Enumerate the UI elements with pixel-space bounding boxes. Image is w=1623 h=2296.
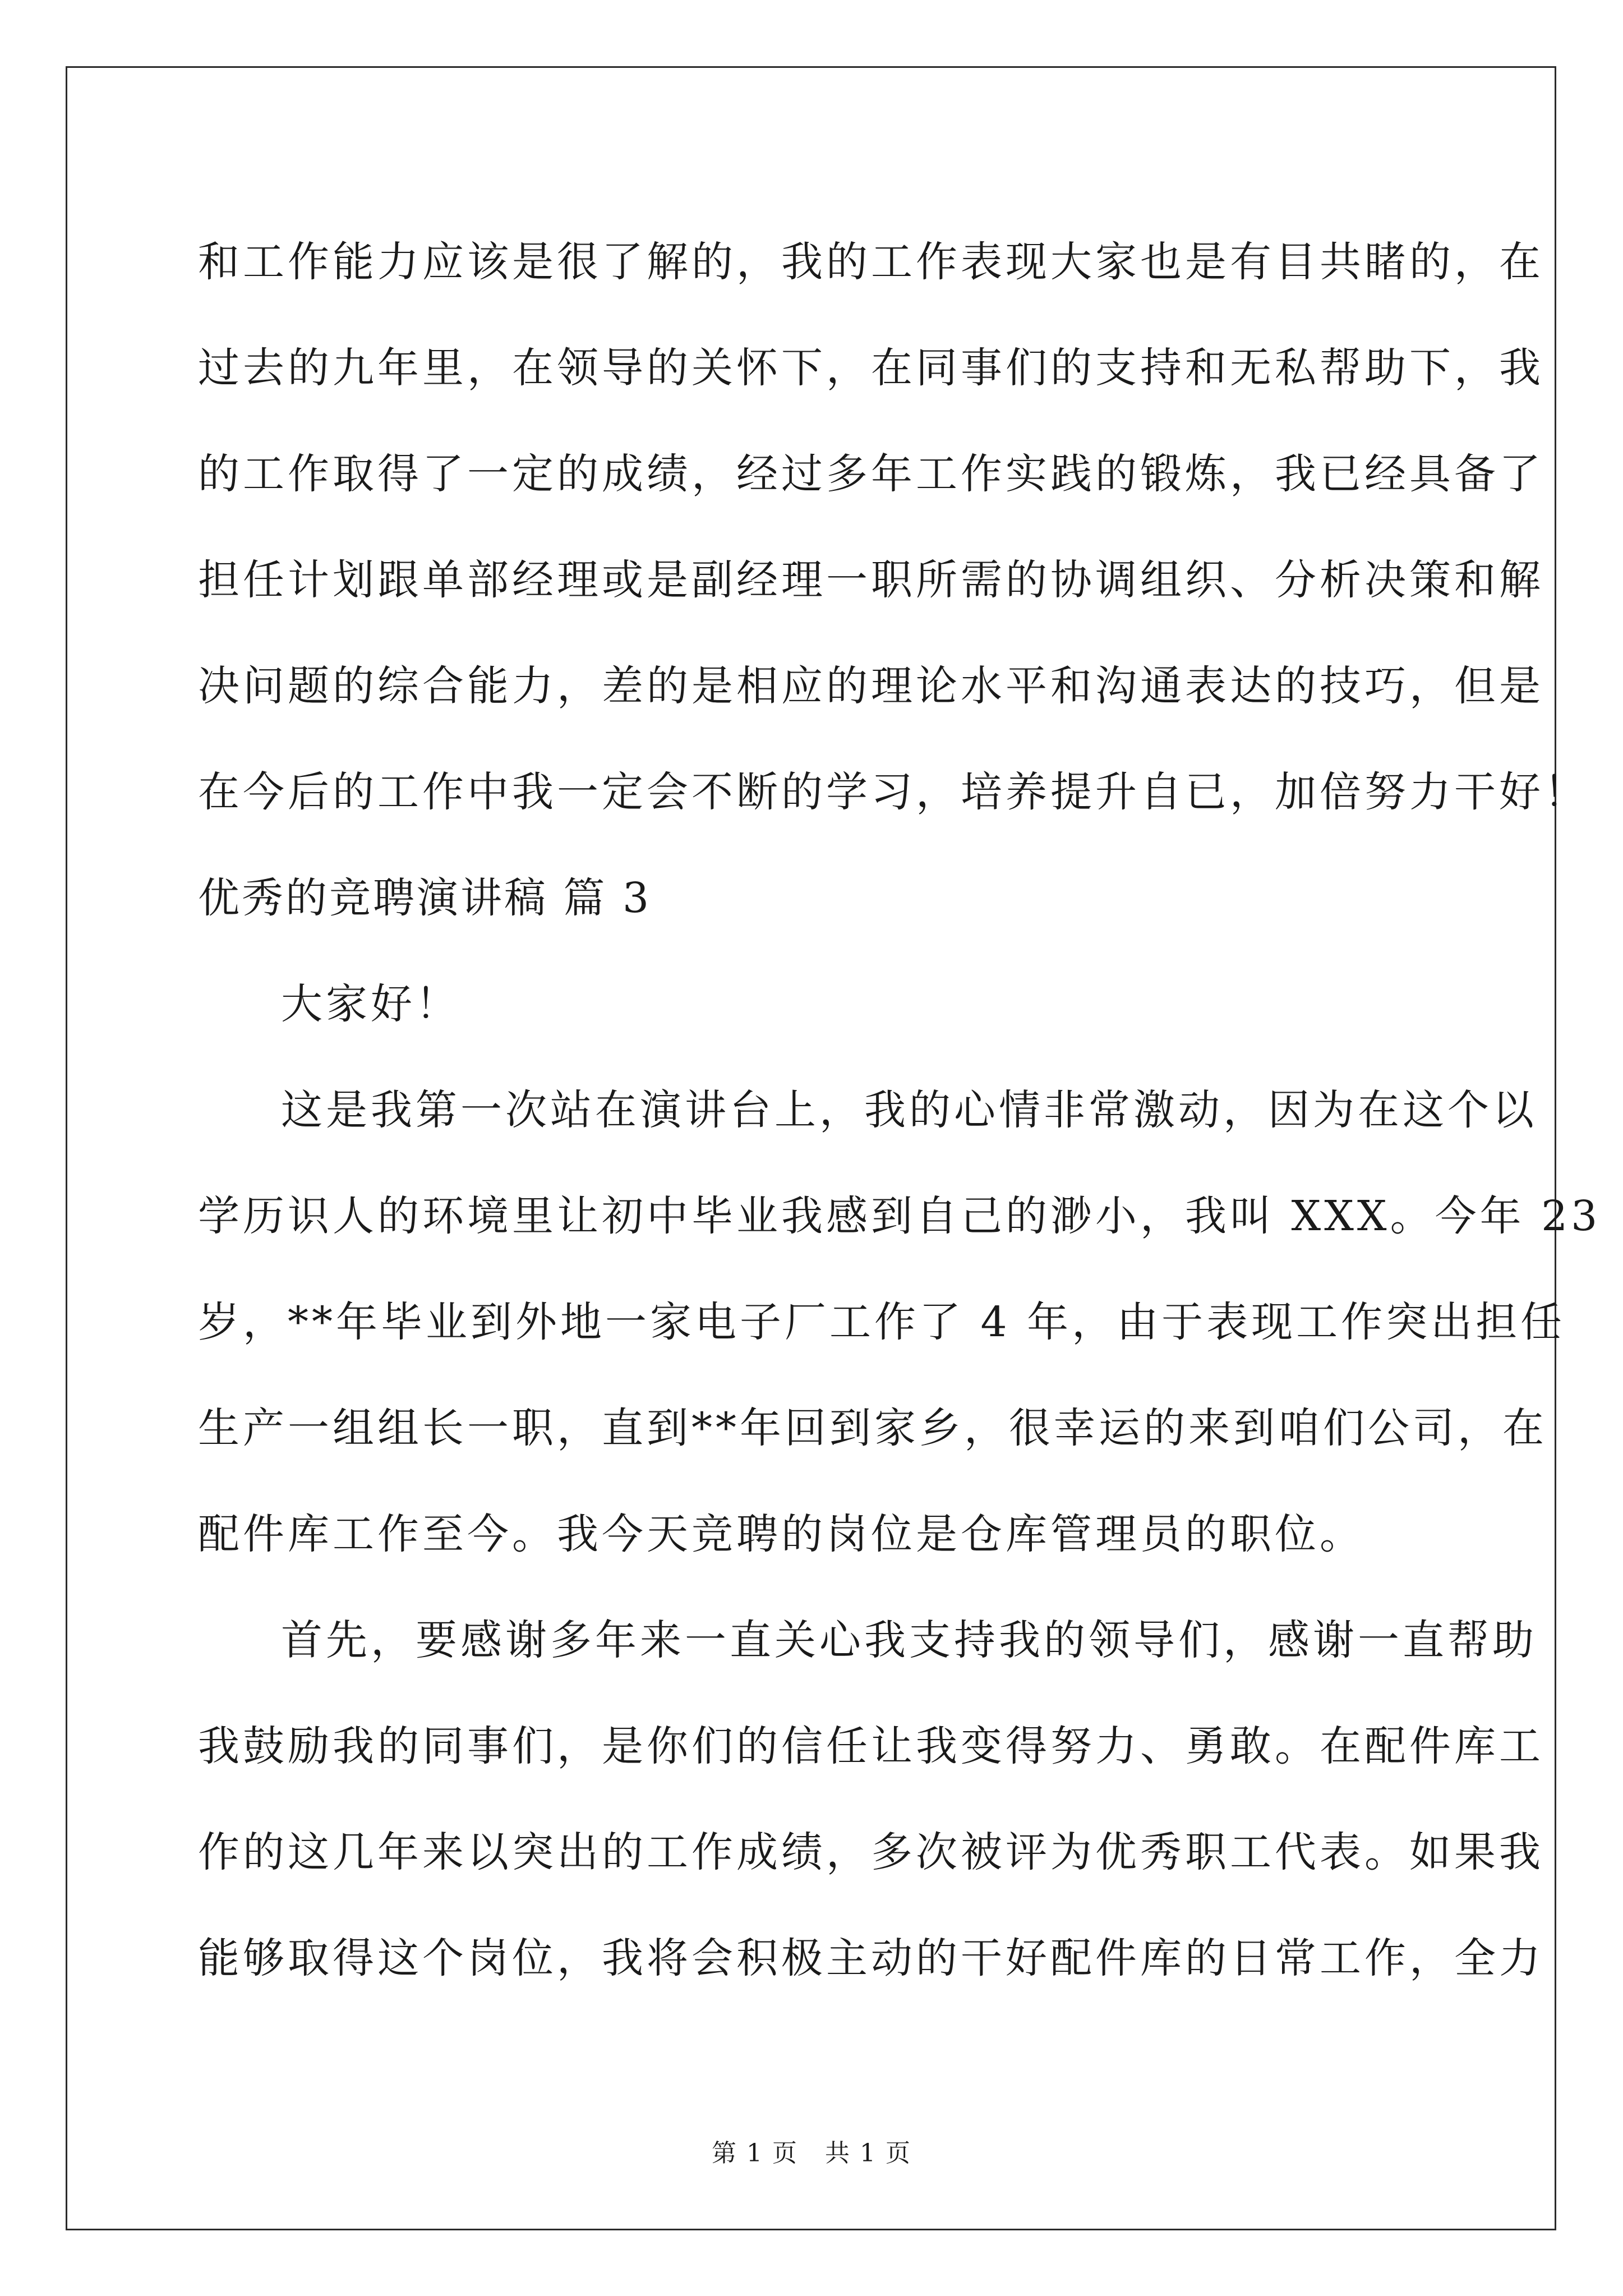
document-body — [198, 209, 1601, 2011]
body-line: 担任计划跟单部经理或是副经理一职所需的协调组织、分析决策和解 — [198, 555, 1544, 604]
body-line: 生产一组组长一职，直到**年回到家乡，很幸运的来到咱们公司，在 — [198, 1404, 1547, 1452]
body-line: 的工作取得了一定的成绩，经过多年工作实践的锻炼，我已经具备了 — [198, 449, 1544, 498]
body-line: 岁，**年毕业到外地一家电子厂工作了 4 年，由于表现工作突出担任 — [198, 1297, 1566, 1346]
body-line: 能够取得这个岗位，我将会积极主动的干好配件库的日常工作，全力 — [198, 1934, 1544, 1982]
body-line: 我鼓励我的同事们，是你们的信任让我变得努力、勇敢。在配件库工 — [198, 1722, 1544, 1770]
body-line: 学历识人的环境里让初中毕业我感到自己的渺小，我叫 XXX。今年 23 — [198, 1191, 1601, 1240]
page-total: 共 1 页 — [825, 2139, 911, 2168]
section-heading: 优秀的竞聘演讲稿 篇 3 — [198, 873, 652, 922]
paragraph-start-line: 首先，要感谢多年来一直关心我支持我的领导们，感谢一直帮助 — [281, 1616, 1537, 1664]
body-line: 过去的九年里，在领导的关怀下，在同事们的支持和无私帮助下，我 — [198, 343, 1544, 392]
page-footer — [0, 2133, 1623, 2169]
body-line: 和工作能力应该是很了解的，我的工作表现大家也是有目共睹的，在 — [198, 237, 1544, 286]
body-line: 在今后的工作中我一定会不断的学习，培养提升自已，加倍努力干好！ — [198, 767, 1589, 816]
page-number: 第 1 页 — [712, 2139, 798, 2168]
body-line: 配件库工作至今。我今天竞聘的岗位是仓库管理员的职位。 — [198, 1510, 1364, 1558]
body-line: 作的这几年来以突出的工作成绩，多次被评为优秀职工代表。如果我 — [198, 1828, 1544, 1876]
body-line: 决问题的综合能力，差的是相应的理论水平和沟通表达的技巧，但是 — [198, 661, 1544, 710]
greeting-line: 大家好！ — [281, 979, 460, 1028]
paragraph-start-line: 这是我第一次站在演讲台上，我的心情非常激动，因为在这个以 — [281, 1085, 1537, 1134]
